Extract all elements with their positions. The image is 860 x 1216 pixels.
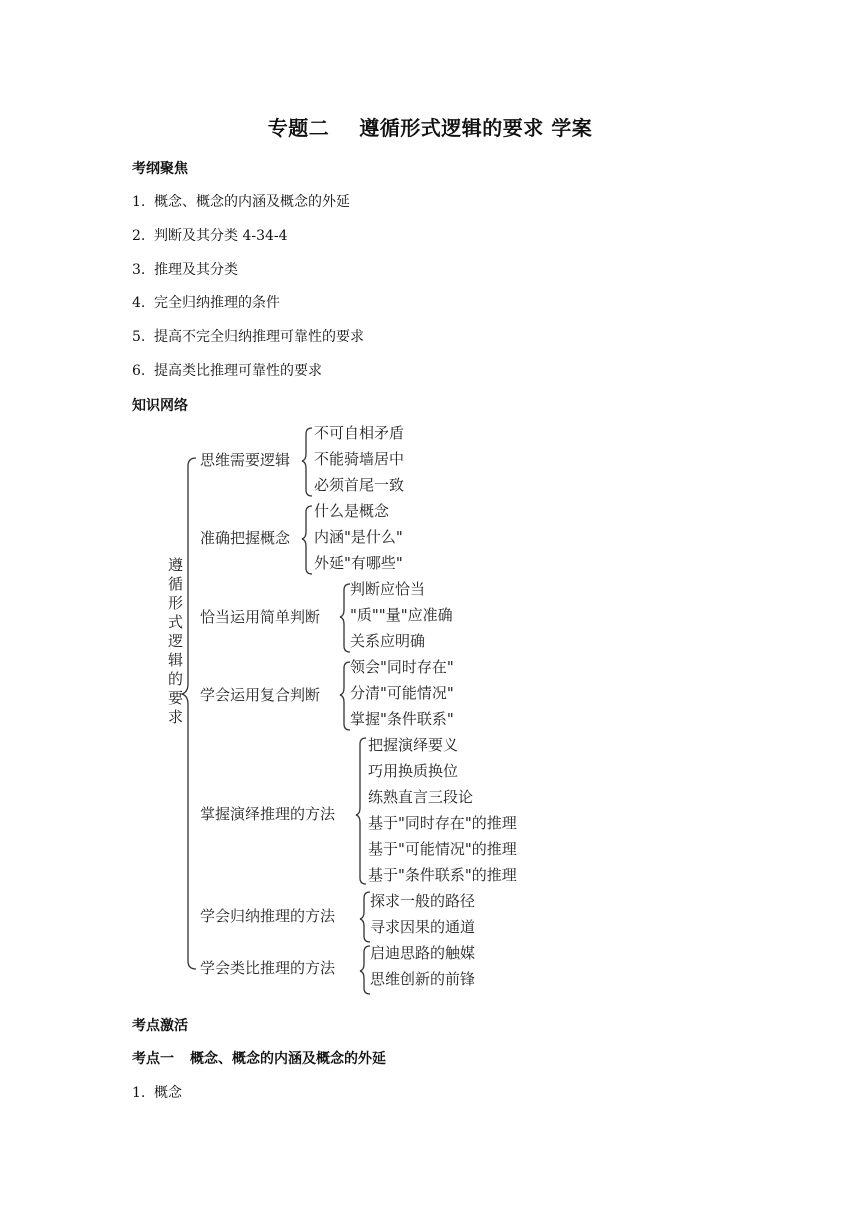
title-part-2: 遵循形式逻辑的要求 学案 (359, 116, 593, 140)
leaf-item: 掌握"条件联系" (350, 710, 454, 728)
page-title (0, 112, 860, 141)
section-activation-heading: 考点激活 (132, 1018, 188, 1034)
point-one-label: 考点一 (132, 1051, 174, 1067)
section-network-heading: 知识网络 (132, 398, 188, 414)
leaf-item: 必须首尾一致 (314, 476, 405, 494)
branch-label: 掌握演绎推理的方法 (200, 805, 336, 823)
syllabus-item: 3. 推理及其分类 (132, 262, 238, 278)
leaf-item: 外延"有哪些" (314, 554, 403, 572)
leaf-item: 巧用换质换位 (368, 762, 459, 780)
leaf-item: 分清"可能情况" (350, 684, 454, 702)
branch-label: 学会运用复合判断 (200, 686, 321, 704)
network-root-char: 形 (168, 594, 184, 612)
leaf-item: 领会"同时存在" (350, 658, 454, 676)
leaf-item: 把握演绎要义 (368, 736, 459, 754)
knowledge-network-diagram (160, 416, 550, 996)
branch-brace (360, 946, 370, 994)
syllabus-item: 4. 完全归纳推理的条件 (132, 295, 280, 311)
syllabus-item: 5. 提高不完全归纳推理可靠性的要求 (132, 329, 364, 345)
leaf-item: 启迪思路的触媒 (370, 944, 476, 962)
point-one-text: 概念、概念的内涵及概念的外延 (190, 1051, 386, 1067)
leaf-item: 探求一般的路径 (370, 892, 476, 910)
network-root-char: 遵 (168, 556, 184, 574)
network-root-char: 辑 (168, 651, 184, 669)
leaf-item: 什么是概念 (314, 502, 390, 520)
network-root-char: 求 (168, 708, 184, 726)
leaf-item: 不可自相矛盾 (314, 424, 405, 442)
branch-brace (302, 506, 312, 574)
root-brace (182, 458, 196, 969)
syllabus-item: 1. 概念、概念的内涵及概念的外延 (132, 194, 350, 210)
network-root-char: 循 (168, 575, 184, 593)
section-syllabus-heading: 考纲聚焦 (132, 161, 188, 177)
branch-label: 学会类比推理的方法 (200, 959, 336, 977)
leaf-item: 内涵"是什么" (314, 528, 403, 546)
leaf-item: 基于"可能情况"的推理 (368, 840, 517, 858)
leaf-item: 思维创新的前锋 (370, 970, 476, 988)
leaf-item: 不能骑墙居中 (314, 450, 405, 468)
leaf-item: 练熟直言三段论 (368, 788, 474, 806)
point-one-heading (132, 1048, 386, 1068)
branch-brace (302, 428, 312, 496)
syllabus-item: 2. 判断及其分类 4-34-4 (132, 228, 288, 244)
branch-label: 准确把握概念 (200, 529, 291, 547)
leaf-item: 寻求因果的通道 (370, 918, 476, 936)
branch-brace (360, 892, 370, 942)
leaf-item: 关系应明确 (350, 632, 426, 650)
syllabus-item: 6. 提高类比推理可靠性的要求 (132, 363, 322, 379)
network-root-char: 式 (168, 613, 184, 631)
branch-label: 恰当运用简单判断 (200, 608, 321, 626)
branch-label: 学会归纳推理的方法 (200, 907, 336, 925)
leaf-item: "质""量"应准确 (350, 606, 453, 624)
network-root-char: 的 (168, 670, 184, 688)
leaf-item: 基于"同时存在"的推理 (368, 814, 517, 832)
branch-brace (340, 584, 350, 652)
leaf-item: 判断应恰当 (350, 580, 426, 598)
branch-label: 思维需要逻辑 (200, 451, 291, 469)
title-part-1: 专题二 (267, 116, 330, 140)
leaf-item: 基于"条件联系"的推理 (368, 866, 517, 884)
network-root-char: 要 (168, 689, 184, 707)
network-root (168, 556, 183, 726)
branch-brace (356, 738, 366, 884)
point-one-item: 1. 概念 (132, 1085, 182, 1101)
branch-brace (340, 662, 350, 730)
network-root-char: 逻 (168, 632, 184, 650)
